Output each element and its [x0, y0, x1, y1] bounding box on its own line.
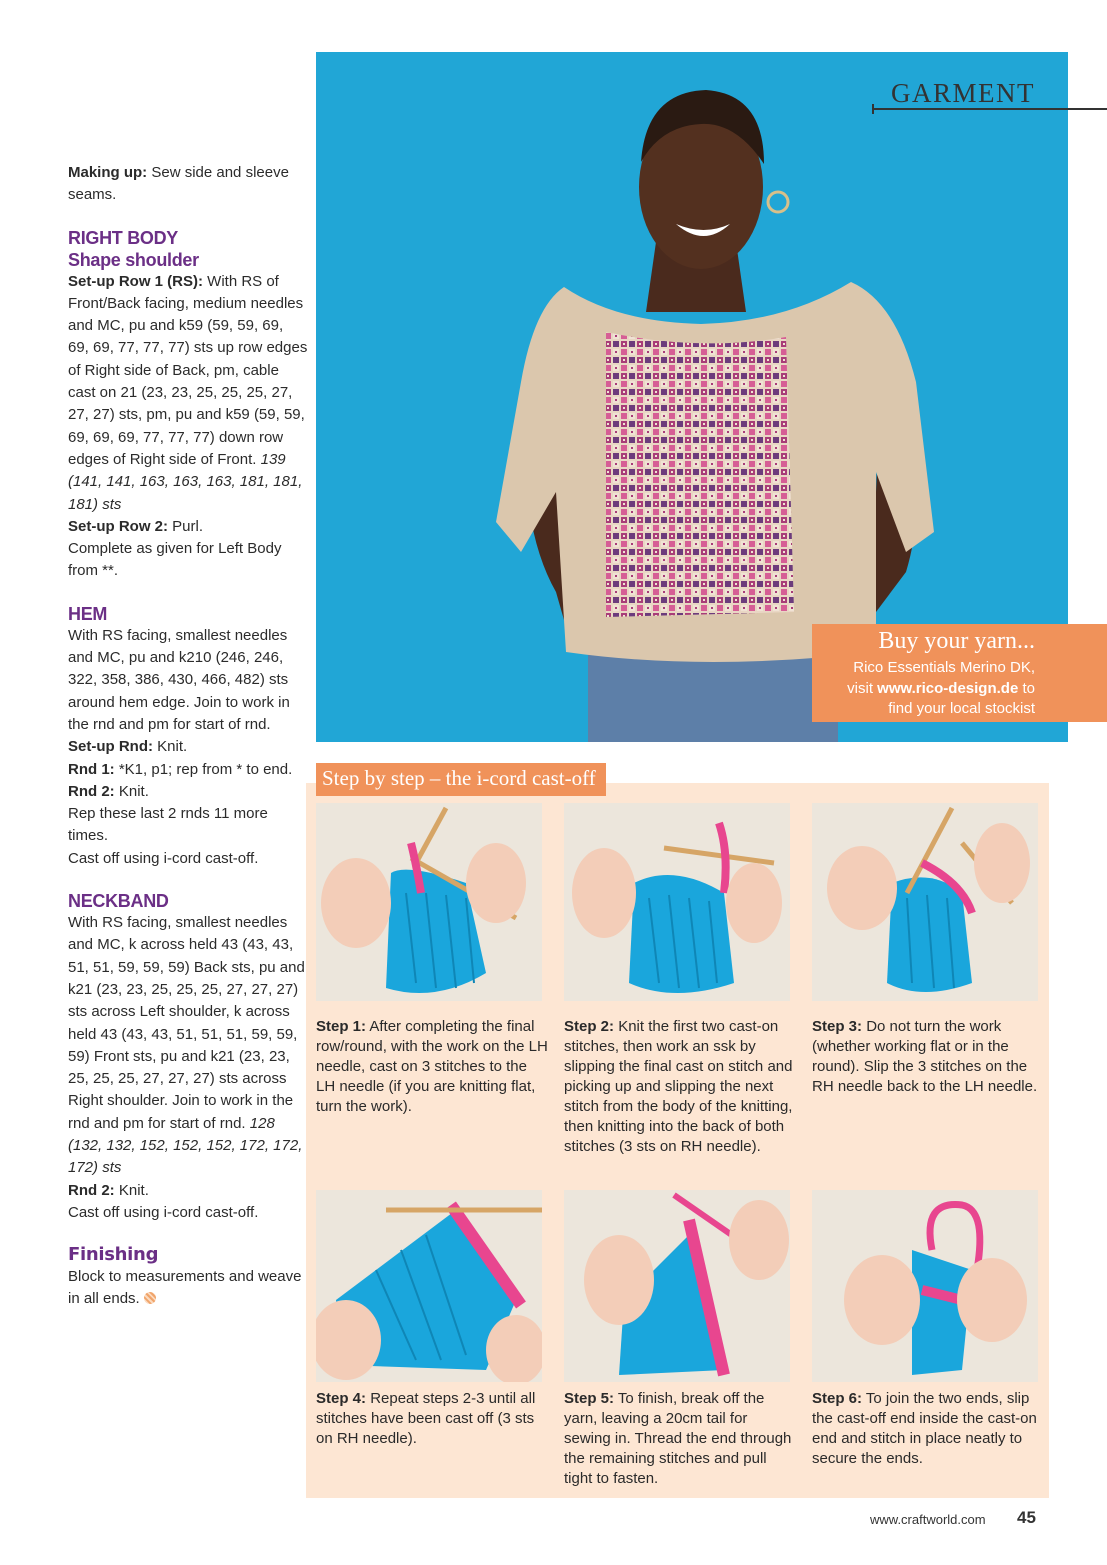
pattern-column	[68, 162, 308, 1311]
buy-yarn-visit-post: to	[1022, 680, 1035, 697]
buy-yarn-visit	[847, 680, 1035, 697]
step-5-caption	[564, 1389, 796, 1489]
step-1-caption	[316, 1017, 548, 1117]
setup-row-2-text: Purl.	[172, 517, 204, 535]
neckband-heading: NECKBAND	[68, 891, 169, 912]
step-2-label: Step 2:	[564, 1018, 615, 1035]
setup-row-1	[68, 271, 308, 516]
hem-rnd-2-label: Rnd 2:	[68, 782, 115, 800]
step-1-label: Step 1:	[316, 1018, 367, 1035]
step-2-photo	[564, 803, 790, 1001]
step-4-photo	[316, 1190, 542, 1382]
footer-url[interactable]: www.craftworld.com	[870, 1512, 986, 1527]
neckband-rnd-2-text: Knit.	[118, 1181, 149, 1199]
right-body-heading: RIGHT BODY	[68, 227, 179, 248]
step-2-text: Knit the first two cast-on stitches, then work an ssk by slipping the final cast on stitch and picking up and slipping the next stitch from the body of the knitting, then knitting into the back of both stitches (3 sts on RH needle).	[564, 1018, 793, 1155]
neckband-intro	[68, 912, 308, 1180]
step-3-text: Do not turn the work (whether working flat or in the round). Slip the 3 stitches on the RH needle back to the LH needle.	[812, 1018, 1038, 1095]
steps-header: Step by step – the i-cord cast-off	[316, 763, 606, 796]
yarn-ball-end-icon	[144, 1292, 156, 1304]
setup-row-2-label: Set-up Row 2:	[68, 517, 168, 535]
neckband-intro-text: With RS facing, smallest needles and MC, k across held 43 (43, 43, 51, 51, 59, 59, 59) Back sts, pu and k21 (23, 23, 25, 25, 25, 27, 27, 27) sts across Left shoulder, k across held 43 (43, 43, 51, 51, 51, 59, 59, 59) Front sts, pu and k21 (23, 23, 25, 25, 25, 27, 27, 27) sts across Right shoulder. Join to work in the rnd and pm for start of rnd.	[68, 914, 305, 1132]
step-1-photo	[316, 803, 542, 1001]
setup-row-1-text: With RS of Front/Back facing, medium needles and MC, pu and k59 (59, 59, 69, 69, 69, 77, 77, 77) sts up row edges of Right side of Back, pm, cable cast on 21 (23, 23, 25, 25, 25, 27, 27, 27) sts, pm, pu and k59 (59, 59, 69, 69, 69, 77, 77, 77) down row edges of Right side of Front.	[68, 272, 308, 468]
step-2-caption	[564, 1017, 796, 1157]
setup-row-1-label: Set-up Row 1 (RS):	[68, 272, 203, 290]
page-number: 45	[1017, 1508, 1036, 1527]
making-up-para	[68, 162, 308, 207]
finishing-text-body: Block to measurements and weave in all ends.	[68, 1268, 302, 1308]
hem-setup-text: Knit.	[157, 738, 188, 756]
hem-rnd-1	[68, 759, 308, 781]
hem-rnd-2	[68, 781, 308, 803]
setup-row-2	[68, 516, 308, 538]
step-6-photo	[812, 1190, 1038, 1382]
step-4-caption	[316, 1389, 548, 1449]
step-1-text: After completing the final row/round, with the work on the LH needle, cast on 3 stitches to the LH needle (if you are knitting flat, turn the work).	[316, 1018, 548, 1115]
shape-shoulder-heading: Shape shoulder	[68, 249, 199, 270]
neckband-rnd-2-label: Rnd 2:	[68, 1181, 115, 1199]
rico-link[interactable]: www.rico-design.de	[877, 680, 1019, 697]
hem-rnd-2-text: Knit.	[118, 782, 149, 800]
making-up-label: Making up:	[68, 164, 148, 181]
step-5-photo	[564, 1190, 790, 1382]
hem-rnd-1-text: *K1, p1; rep from * to end.	[118, 760, 293, 778]
hem-rnd-1-label: Rnd 1:	[68, 760, 115, 778]
buy-yarn-visit-pre: visit	[847, 680, 873, 697]
buy-yarn-box	[812, 624, 1107, 722]
complete-instruction: Complete as given for Left Body from **.	[68, 540, 282, 580]
neckband-rnd-2	[68, 1180, 308, 1202]
finishing-heading: Finishing	[68, 1244, 159, 1266]
step-3-caption	[812, 1017, 1044, 1097]
hem-setup-label: Set-up Rnd:	[68, 738, 153, 756]
setup-row-1-count: 139 (141, 141, 163, 163, 163, 181, 181, 181) sts	[68, 450, 303, 513]
step-4-label: Step 4:	[316, 1390, 367, 1407]
hem-setup-rnd	[68, 736, 308, 758]
buy-yarn-stockist: find your local stockist	[888, 700, 1035, 717]
neckband-castoff: Cast off using i-cord cast-off.	[68, 1203, 259, 1221]
making-up-text: Sew side and sleeve seams.	[68, 164, 289, 204]
buy-yarn-title: Buy your yarn...	[878, 628, 1035, 654]
step-4-text: Repeat steps 2-3 until all stitches have been cast off (3 sts on RH needle).	[316, 1390, 536, 1447]
neckband-count: 128 (132, 132, 152, 152, 152, 172, 172, 172) sts	[68, 1114, 303, 1177]
section-label: GARMENT	[891, 78, 1035, 108]
step-5-text: To finish, break off the yarn, leaving a 20cm tail for sewing in. Thread the end through the remaining stitches and pull tight to fasten.	[564, 1390, 792, 1487]
hem-repeat: Rep these last 2 rnds 11 more times.	[68, 805, 268, 845]
step-6-caption	[812, 1389, 1044, 1469]
hem-castoff: Cast off using i-cord cast-off.	[68, 849, 259, 867]
step-6-label: Step 6:	[812, 1390, 863, 1407]
step-6-text: To join the two ends, slip the cast-off end inside the cast-on end and stitch in place neatly to secure the ends.	[812, 1390, 1037, 1467]
step-3-photo	[812, 803, 1038, 1001]
step-3-label: Step 3:	[812, 1018, 863, 1035]
step-5-label: Step 5:	[564, 1390, 615, 1407]
hem-heading: HEM	[68, 603, 108, 624]
buy-yarn-product: Rico Essentials Merino DK,	[853, 659, 1035, 676]
section-rule	[872, 108, 1107, 110]
hem-intro: With RS facing, smallest needles and MC, pu and k210 (246, 246, 322, 358, 386, 430, 466, 482) sts around hem edge. Join to work in the rnd and pm for start of rnd.	[68, 626, 290, 733]
finishing-text	[68, 1266, 308, 1311]
